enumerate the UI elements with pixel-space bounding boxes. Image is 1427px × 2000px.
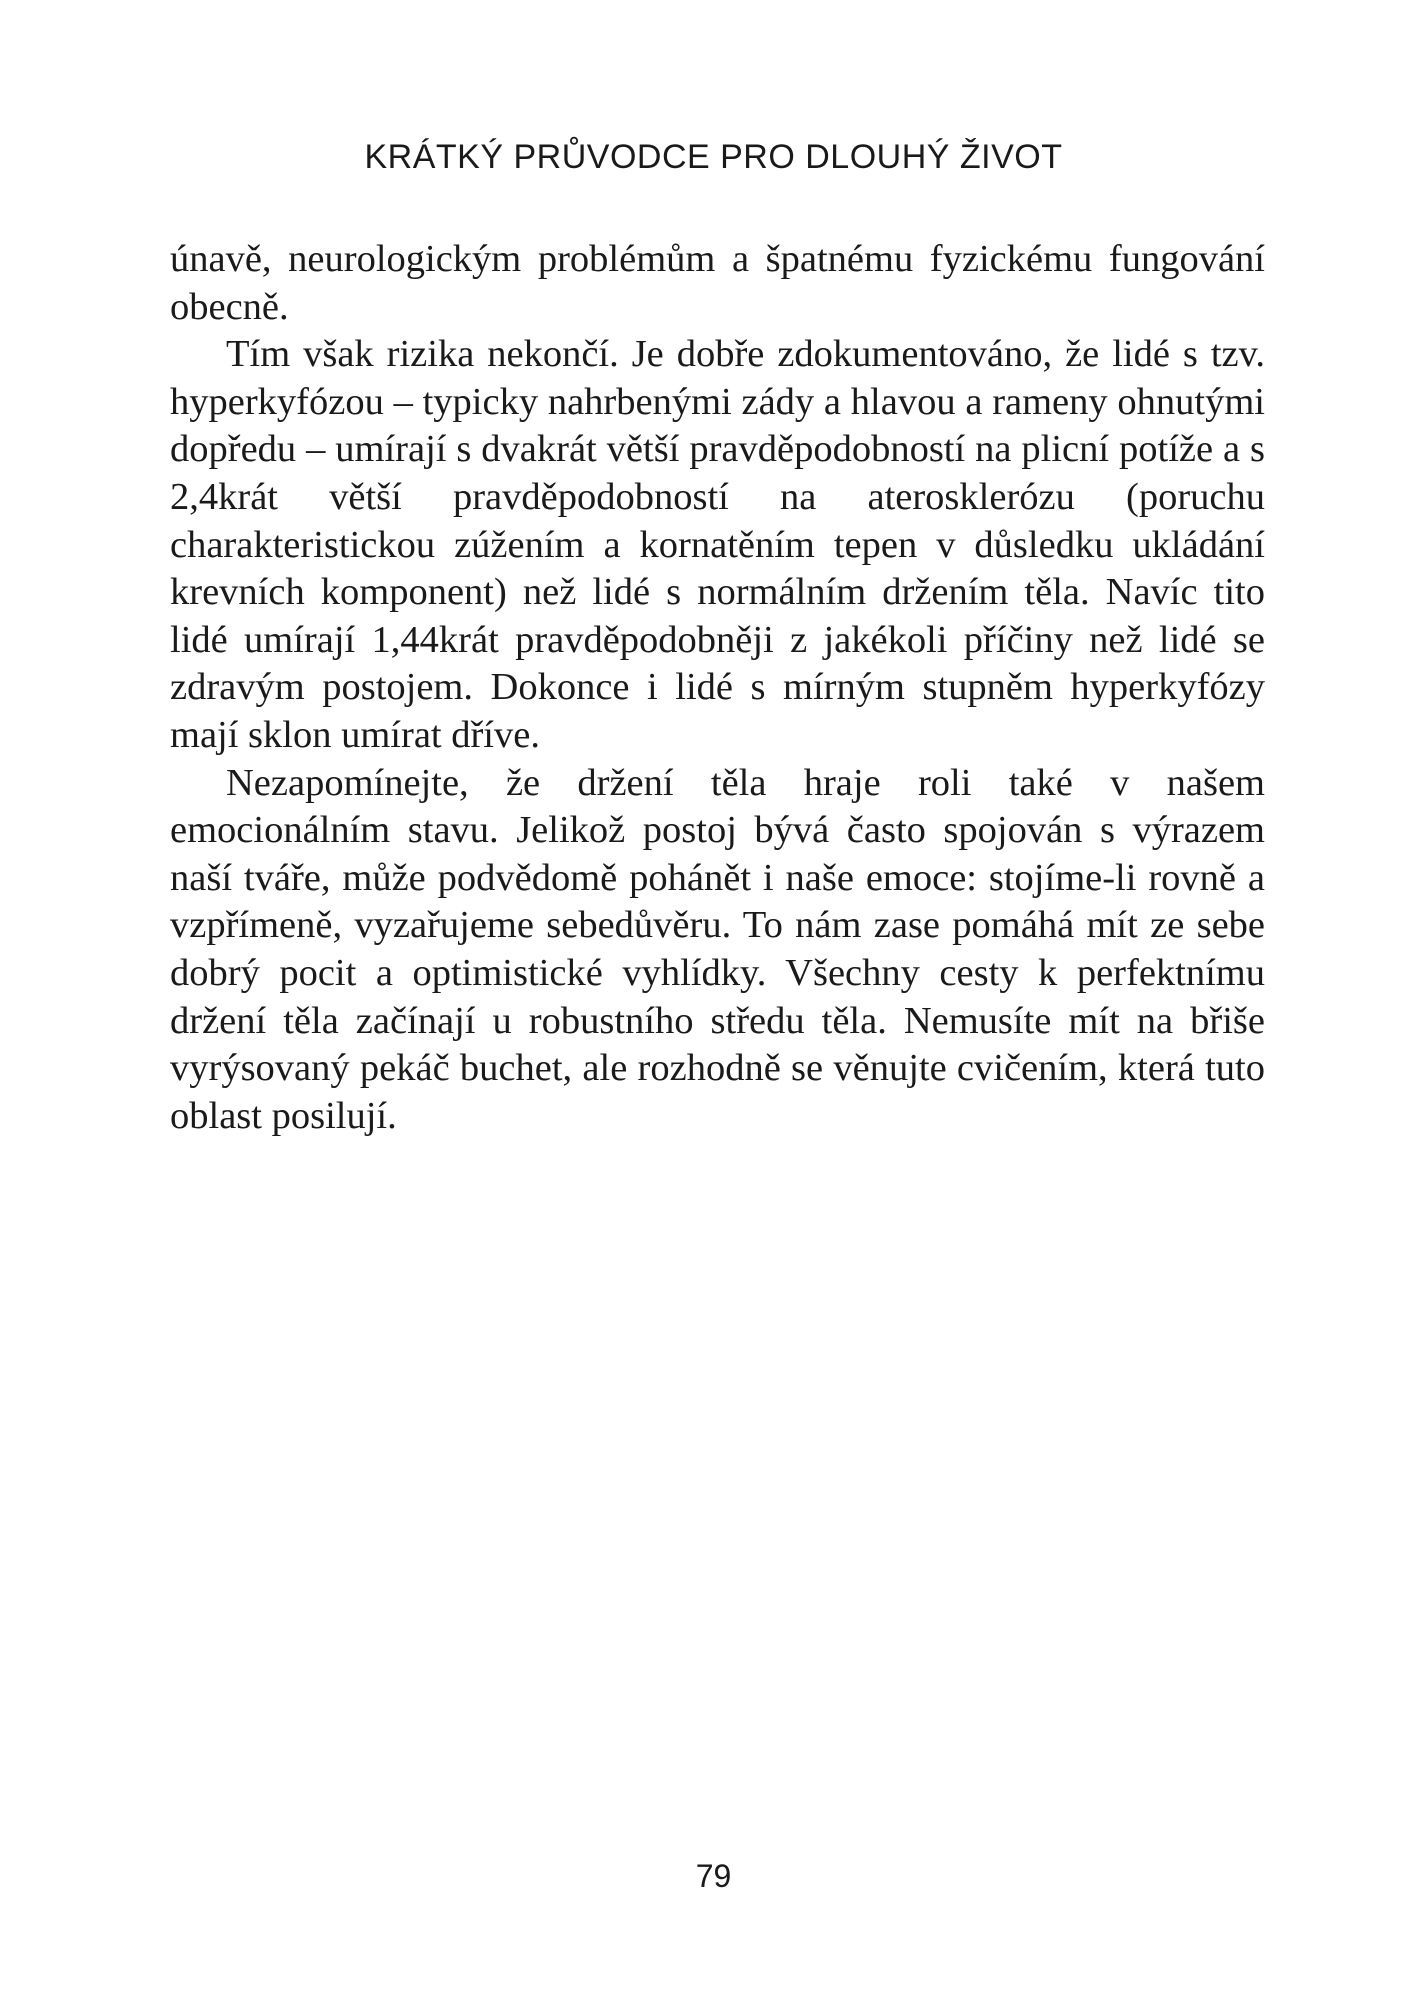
page-number: 79 <box>695 1858 732 1894</box>
paragraph-continuation: únavě, neurologickým problémům a špatnému fyzickému fungování obecně. <box>170 238 1265 328</box>
body-text <box>170 236 1265 1140</box>
paragraph-posture-emotions: Nezapomínejte, že držení těla hraje roli také v našem emocionálním stavu. Jelikož postoj bývá často spojován s výrazem naší tváře, může podvědomě pohánět i naše emoce: stojíme-li rovně a vzpřímeně, vyzařujeme sebedůvěru. To nám zase pomáhá mít ze sebe dobrý pocit a optimistické vyhlídky. Všechny cesty k perfektnímu držení těla začínají u robustního středu těla. Nemusíte mít na břiše vyrýsovaný pekáč buchet, ale rozhodně se věnujte cvičením, která tuto oblast posilují. <box>170 761 1265 1137</box>
paragraph-hyperkyphosis-risks: Tím však rizika nekončí. Je dobře zdokumentováno, že lidé s tzv. hyperkyfózou – typicky nahrbenými zády a hlavou a rameny ohnutými dopředu – umírají s dvakrát větší pravděpodobností na plicní potíže a s 2,4krát větší pravděpodobností na aterosklerózu (poruchu charakteristickou zúžením a kornatěním tepen v důsledku ukládání krevních komponent) než lidé s normálním držením těla. Navíc tito lidé umírají 1,44krát pravděpodobněji z jakékoli příčiny než lidé se zdravým postojem. Dokonce i lidé s mírným stupněm hyperkyfózy mají sklon umírat dříve. <box>170 333 1265 756</box>
running-head: KRÁTKÝ PRŮVODCE PRO DLOUHÝ ŽIVOT <box>364 138 1063 176</box>
